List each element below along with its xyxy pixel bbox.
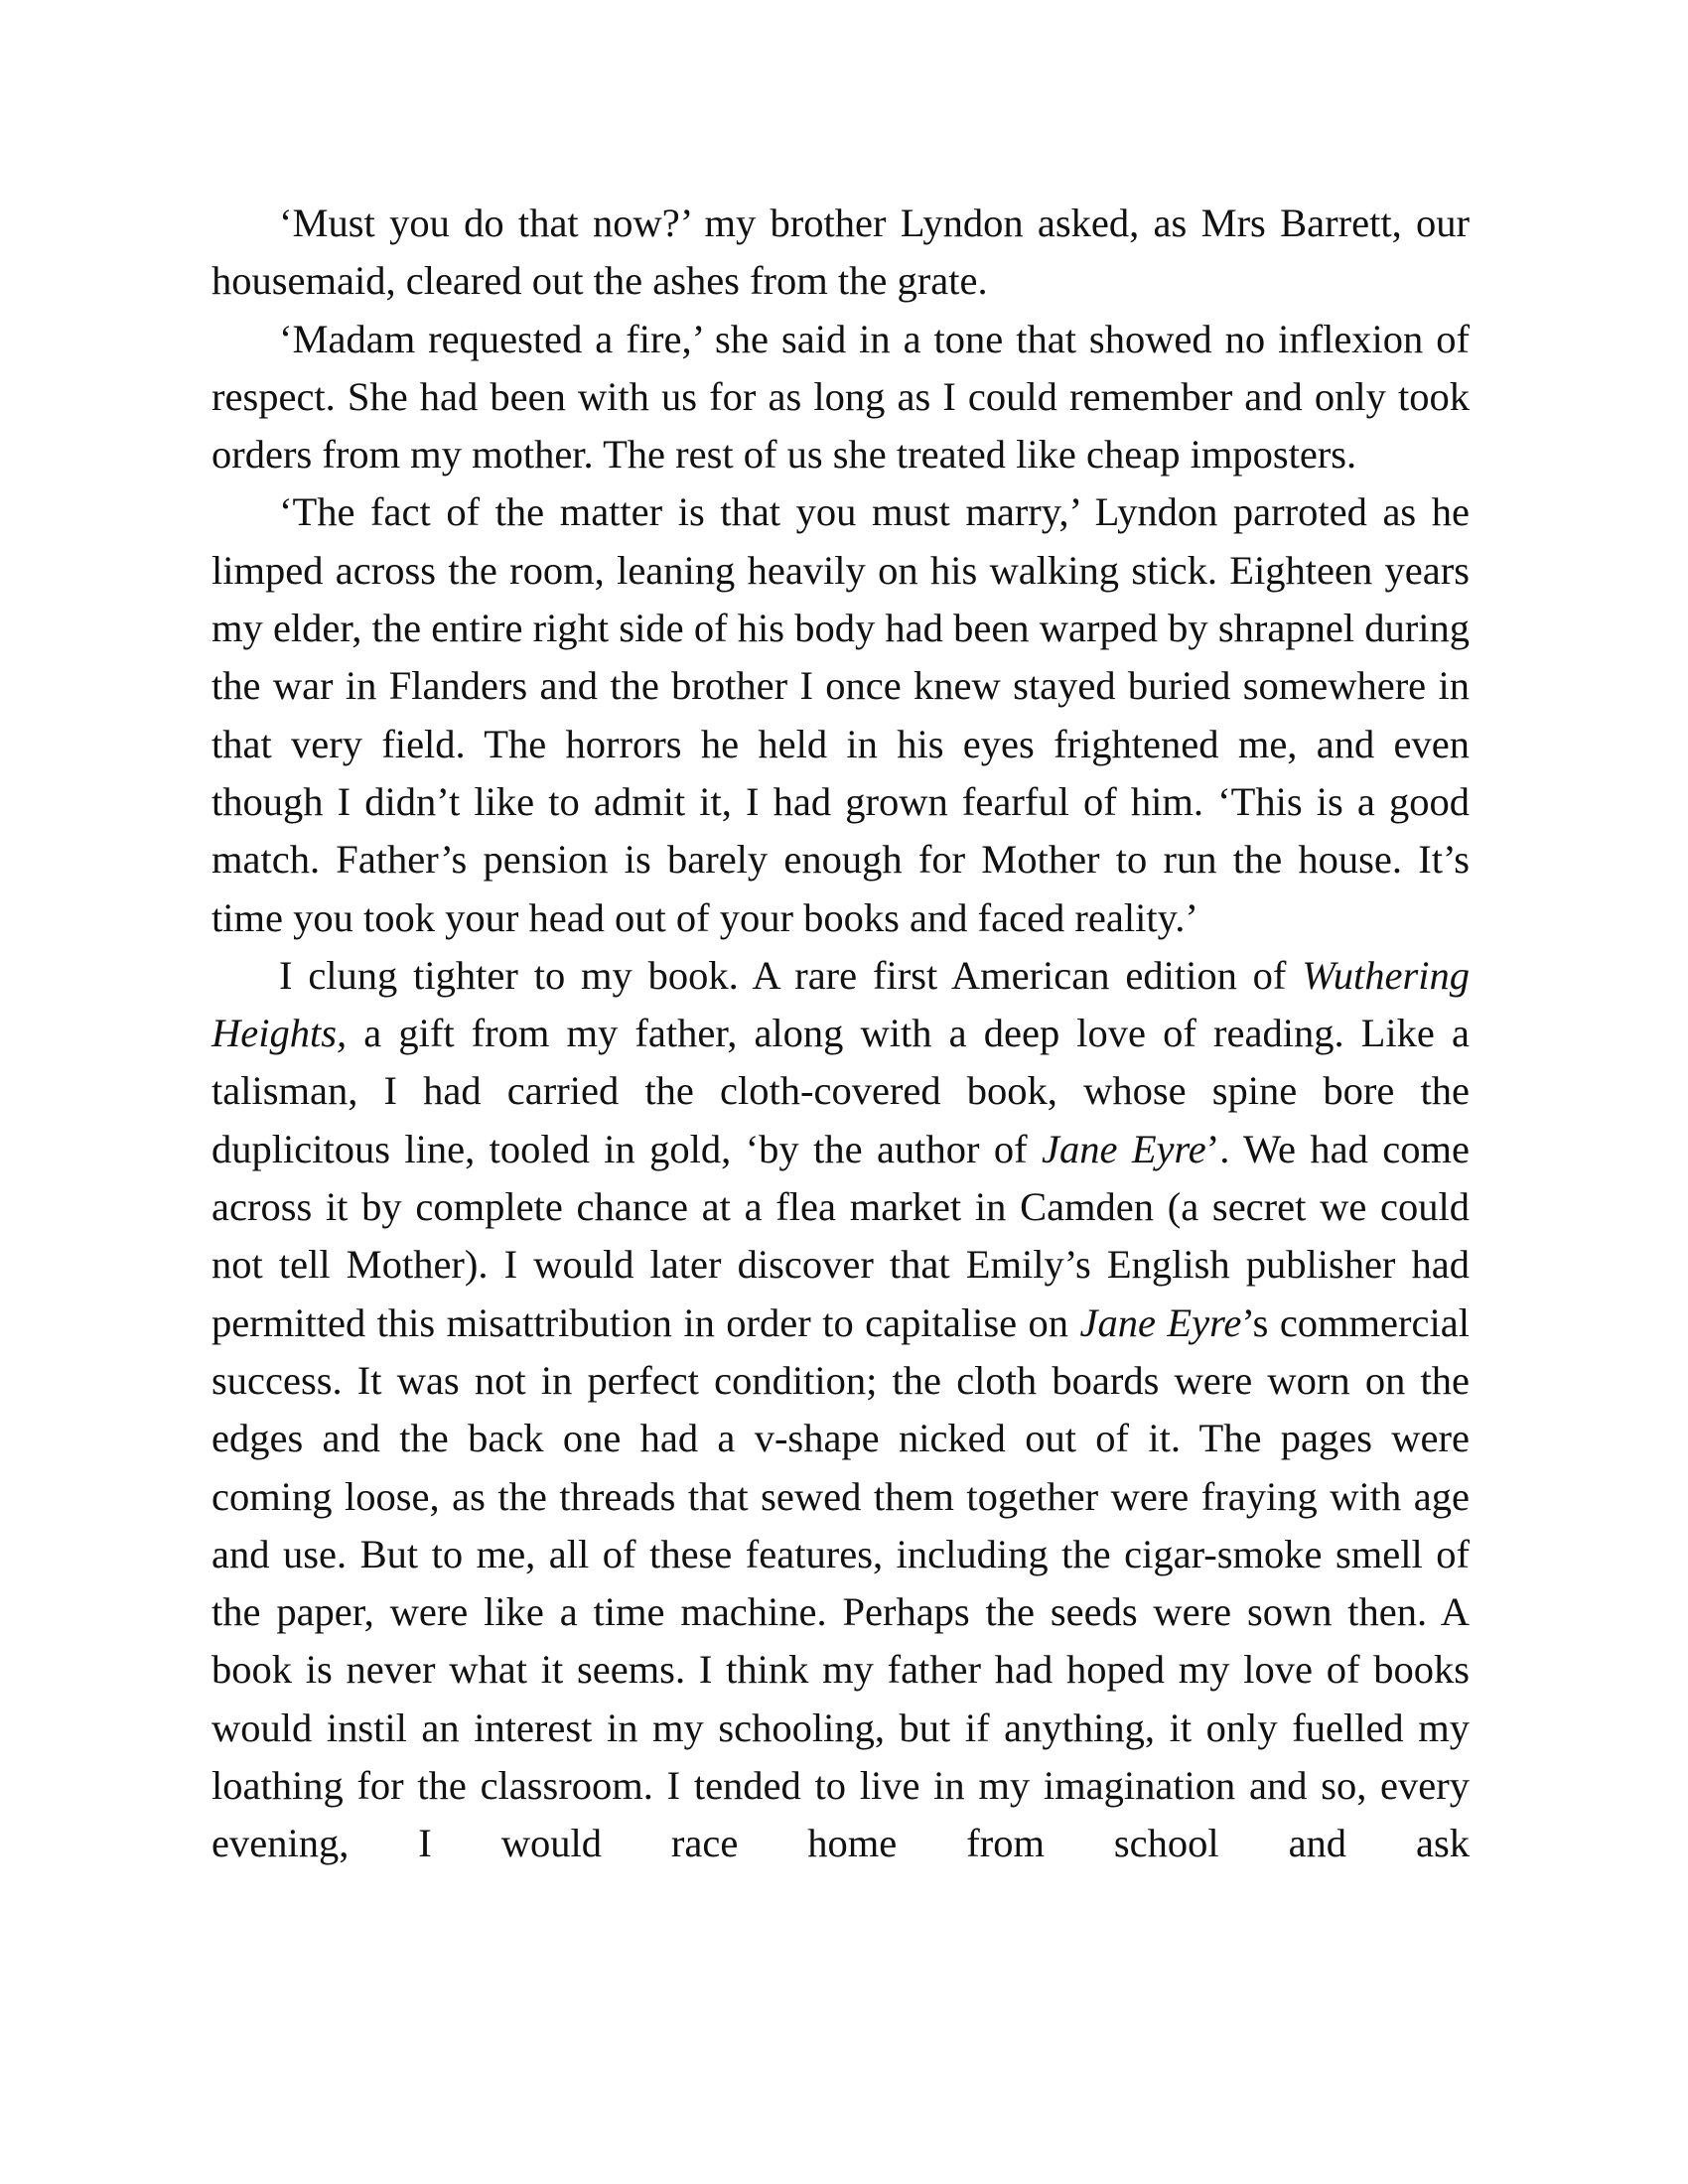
book-title-italic: Wuthering Heights,	[211, 952, 1470, 1056]
paragraph-text: a gift from my father, along with a deep love of reading. Like a talisman, I had carried the cloth-covered book, whose spine bore the duplicitous line, tooled in gold, ‘by the author of	[211, 1011, 1470, 1171]
paragraph-text: ‘Must you do that now?’ my brother Lyndon asked, as Mrs Barrett, our housemaid, cleared out the ashes from the grate.	[211, 201, 1470, 304]
paragraph-text: ’. We had come across it by complete chance at a flea market in Camden (a secret we could not tell Mother). I would later discover that Emily’s English publisher had permitted this misattribution in order to capitalise on	[211, 1126, 1470, 1345]
paragraph-1	[211, 195, 1470, 311]
paragraph-text: ’s commercial success. It was not in perfect condition; the cloth boards were worn on the edges and the back one had a v-shape nicked out of it. The pages were coming loose, as the threads that sewed them together were fraying with age and use. But to me, all of these features, including the cigar-smoke smell of the paper, were like a time machine. Perhaps the seeds were sown then. A book is never what it seems. I think my father had hoped my love of books would instil an interest in my schooling, but if anything, it only fuelled my loathing for the classroom. I tended to live in my imagination and so, every evening, I would race home from school and ask	[211, 1299, 1470, 1866]
book-page	[211, 195, 1470, 1873]
paragraph-4	[211, 947, 1470, 1873]
paragraph-3	[211, 483, 1470, 946]
book-title-italic: Jane Eyre	[1041, 1126, 1206, 1171]
paragraph-text: ‘Madam requested a fire,’ she said in a tone that showed no inflexion of respect. She had been with us for as long as I could remember and only took orders from my mother. The rest of us she treated like cheap imposters.	[211, 316, 1470, 478]
book-title-italic: Jane Eyre	[1079, 1299, 1242, 1345]
paragraph-text: ‘The fact of the matter is that you must marry,’ Lyndon parroted as he limped across the room, leaning heavily on his walking stick. Eighteen years my elder, the entire right side of his body had been warped by shrapnel during the war in Flanders and the brother I once knew stayed buried somewhere in that very field. The horrors he held in his eyes frightened me, and even though I didn’t like to admit it, I had grown fearful of him. ‘This is a good match. Father’s pension is barely enough for Mother to run the house. It’s time you took your head out of your books and faced reality.’	[211, 489, 1470, 940]
paragraph-text: I clung tighter to my book. A rare first American edition of	[279, 952, 1303, 998]
paragraph-2	[211, 311, 1470, 484]
